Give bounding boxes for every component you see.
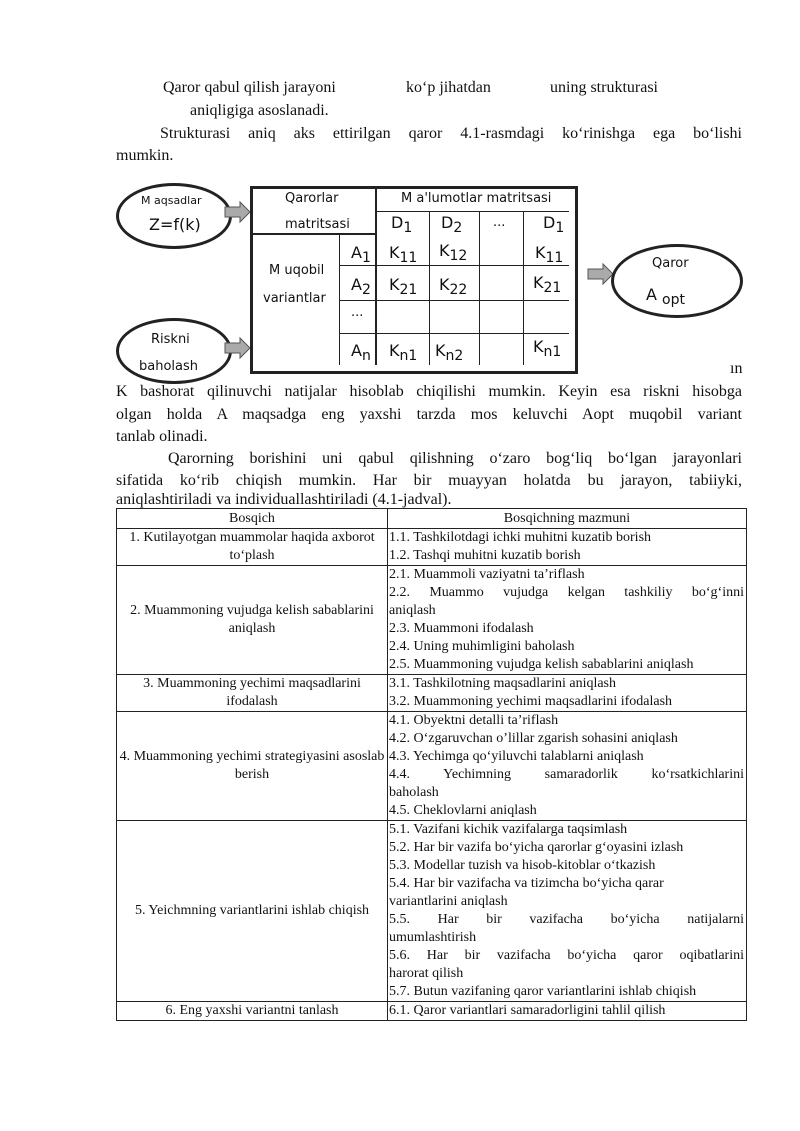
- para1-part-b: ko‘p jihatdan: [406, 79, 491, 96]
- row-a1: A1: [351, 243, 371, 266]
- content-cell: [388, 675, 747, 712]
- para3-line2: olgan holda A maqsadga eng yaxshi tarzda mos keluvchi Aopt muqobil variant: [116, 406, 742, 423]
- arrow-right-icon: [224, 336, 252, 360]
- table-row: [117, 1002, 747, 1021]
- stage-cell: 6. Eng yaxshi variantni tanlash: [117, 1002, 388, 1021]
- para3-line1: K bashorat qilinuvchi natijalar hisoblab chiqilishi mumkin. Keyin esa riskni hisobga: [116, 383, 742, 400]
- table-row: [117, 821, 747, 1002]
- matrix-divider-h3: [339, 300, 569, 301]
- decision-title: Qaror: [652, 256, 689, 271]
- para2-line1: Strukturasi aniq aks ettirilgan qaror 4.1-rasmdagi ko‘rinishga ega bo‘lishi: [160, 125, 742, 142]
- decision-matrix-label: Qarorlar: [285, 191, 339, 206]
- list-item: 4.3. Yechimga qo‘yiluvchi talablarni aniqlash: [389, 749, 644, 764]
- list-item: 2.5. Muammoning vujudga kelish sabablarini aniqlash: [389, 657, 694, 672]
- goals-oval: [116, 183, 232, 249]
- row-dots: ...: [351, 305, 364, 320]
- list-item: 6.1. Qaror variantlari samaradorligini tahlil qilish: [389, 1003, 666, 1018]
- matrix-divider-v4: [479, 211, 480, 365]
- list-item: 4.2. O‘zgaruvchan o’lillar zgarish sohasini aniqlash: [389, 731, 678, 746]
- header-dn: D1: [543, 213, 565, 236]
- para1-part-c: uning strukturasi: [550, 79, 658, 96]
- row-an: An: [351, 341, 371, 364]
- stage-cell: 2. Muammoning vujudga kelish sabablarini aniqlash: [117, 566, 388, 675]
- list-item: 2.2. Muammo vujudga kelgan tashkiliy bo‘g‘inni: [389, 585, 744, 600]
- list-item: 5.7. Butun vazifaning qaror variantlarini ishlab chiqish: [389, 984, 697, 999]
- goals-title: M aqsadlar: [141, 194, 202, 207]
- para3-edge-fragment: ın: [730, 360, 743, 377]
- decision-oval: [611, 244, 743, 318]
- stage-cell: 3. Muammoning yechimi maqsadlarini ifodalash: [117, 675, 388, 712]
- info-matrix-label: M a'lumotlar matritsasi: [401, 191, 552, 206]
- para4-line2: sifatida ko‘rib chiqish mumkin. Har bir muayyan holatda bu jarayon, tabiiyki,: [116, 472, 742, 489]
- list-item: variantlarini aniqlash: [389, 894, 508, 909]
- decision-matrix: [250, 186, 578, 374]
- cell-k22: K22: [439, 275, 468, 298]
- list-item: baholash: [389, 785, 439, 800]
- table-row: [117, 712, 747, 821]
- risk-oval: [116, 318, 232, 384]
- matrix-divider-h1: [253, 233, 375, 235]
- header-dots: ...: [493, 215, 506, 230]
- goals-formula: Z=f(k): [149, 215, 201, 234]
- para4-line1: Qarorning borishini uni qabul qilishning o‘zaro bog‘liq bo‘lgan jarayonlari: [168, 450, 742, 467]
- list-item: 4.1. Obyektni detalli ta’riflash: [389, 713, 559, 728]
- matrix-divider-h4: [339, 333, 569, 334]
- cell-kn2: Kn2: [435, 341, 464, 364]
- header-d2: D2: [441, 213, 463, 236]
- alternatives-label: M uqobil: [269, 263, 325, 278]
- list-item: 2.1. Muammoli vaziyatni ta’riflash: [389, 567, 585, 582]
- list-item: 5.6. Har bir vazifacha bo‘yicha qaror oqibatlarini: [389, 948, 744, 963]
- list-item: 4.4. Yechimning samaradorlik ko‘rsatkichlarini: [389, 767, 744, 782]
- matrix-divider-h2: [339, 265, 569, 266]
- cell-k12: K12: [439, 241, 468, 264]
- table-header-content: Bosqichning mazmuni: [388, 509, 747, 529]
- table-row: [117, 566, 747, 675]
- para1-part-a: Qaror qabul qilish jarayoni: [163, 79, 336, 96]
- matrix-divider-v1: [375, 189, 377, 365]
- list-item: aniqlash: [389, 603, 436, 618]
- risk-line1: Riskni: [151, 332, 190, 347]
- table-row: [117, 675, 747, 712]
- content-cell: [388, 712, 747, 821]
- matrix-divider-v5: [523, 211, 524, 365]
- cell-k2n: K21: [533, 273, 562, 296]
- para2-line2: mumkin.: [116, 147, 174, 164]
- table-row: [117, 529, 747, 566]
- cell-knn: Kn1: [533, 337, 562, 360]
- stages-table: [116, 508, 747, 1021]
- list-item: umumlashtirish: [389, 930, 477, 945]
- list-item: 1.2. Tashqi muhitni kuzatib borish: [389, 548, 581, 563]
- cell-k21: K21: [389, 275, 418, 298]
- list-item: harorat qilish: [389, 966, 464, 981]
- row-a2: A2: [351, 275, 371, 298]
- decision-value: A opt: [646, 285, 685, 308]
- risk-line2: baholash: [139, 359, 199, 374]
- cell-kn1: Kn1: [389, 341, 418, 364]
- list-item: 1.1. Tashkilotdagi ichki muhitni kuzatib borish: [389, 530, 652, 545]
- list-item: 5.2. Har bir vazifa bo‘yicha qarorlar g‘oyasini izlash: [389, 840, 684, 855]
- content-cell: [388, 529, 747, 566]
- cell-k11: K11: [389, 243, 418, 266]
- arrow-right-icon: [224, 200, 252, 224]
- header-d1: D1: [391, 213, 413, 236]
- content-cell: [388, 566, 747, 675]
- alternatives-label2: variantlar: [263, 291, 326, 306]
- list-item: 3.2. Muammoning yechimi maqsadlarini ifodalash: [389, 694, 673, 709]
- para1-line2: aniqligiga asoslanadi.: [190, 102, 329, 119]
- table-header-row: [117, 509, 747, 529]
- stage-cell: 4. Muammoning yechimi strategiyasini asoslab berish: [117, 712, 388, 821]
- list-item: 2.4. Uning muhimligini baholash: [389, 639, 575, 654]
- content-cell: [388, 821, 747, 1002]
- list-item: 5.4. Har bir vazifacha va tizimcha bo‘yicha qarar: [389, 876, 664, 891]
- decision-matrix-label2: matritsasi: [285, 217, 350, 232]
- list-item: 2.3. Muammoni ifodalash: [389, 621, 534, 636]
- list-item: 4.5. Cheklovlarni aniqlash: [389, 803, 537, 818]
- stage-cell: 1. Kutilayotgan muammolar haqida axborot to‘plash: [117, 529, 388, 566]
- list-item: 5.3. Modellar tuzish va hisob-kitoblar o‘tkazish: [389, 858, 656, 873]
- list-item: 3.1. Tashkilotning maqsadlarini aniqlash: [389, 676, 617, 691]
- para1-line1: [163, 78, 683, 97]
- stage-cell: 5. Yeichmning variantlarini ishlab chiqish: [117, 821, 388, 1002]
- para3-line3: tanlab olinadi.: [116, 428, 208, 445]
- cell-k1n: K11: [535, 243, 564, 266]
- para4-line3: aniqlashtiriladi va individuallashtiriladi (4.1-jadval).: [116, 491, 452, 508]
- list-item: 5.1. Vazifani kichik vazifalarga taqsimlash: [389, 822, 628, 837]
- list-item: 5.5. Har bir vazifacha bo‘yicha natijalarni: [389, 912, 744, 927]
- content-cell: [388, 1002, 747, 1021]
- table-header-stage: Bosqich: [117, 509, 388, 529]
- matrix-divider-h1b: [375, 211, 569, 212]
- matrix-divider-v3: [429, 211, 430, 365]
